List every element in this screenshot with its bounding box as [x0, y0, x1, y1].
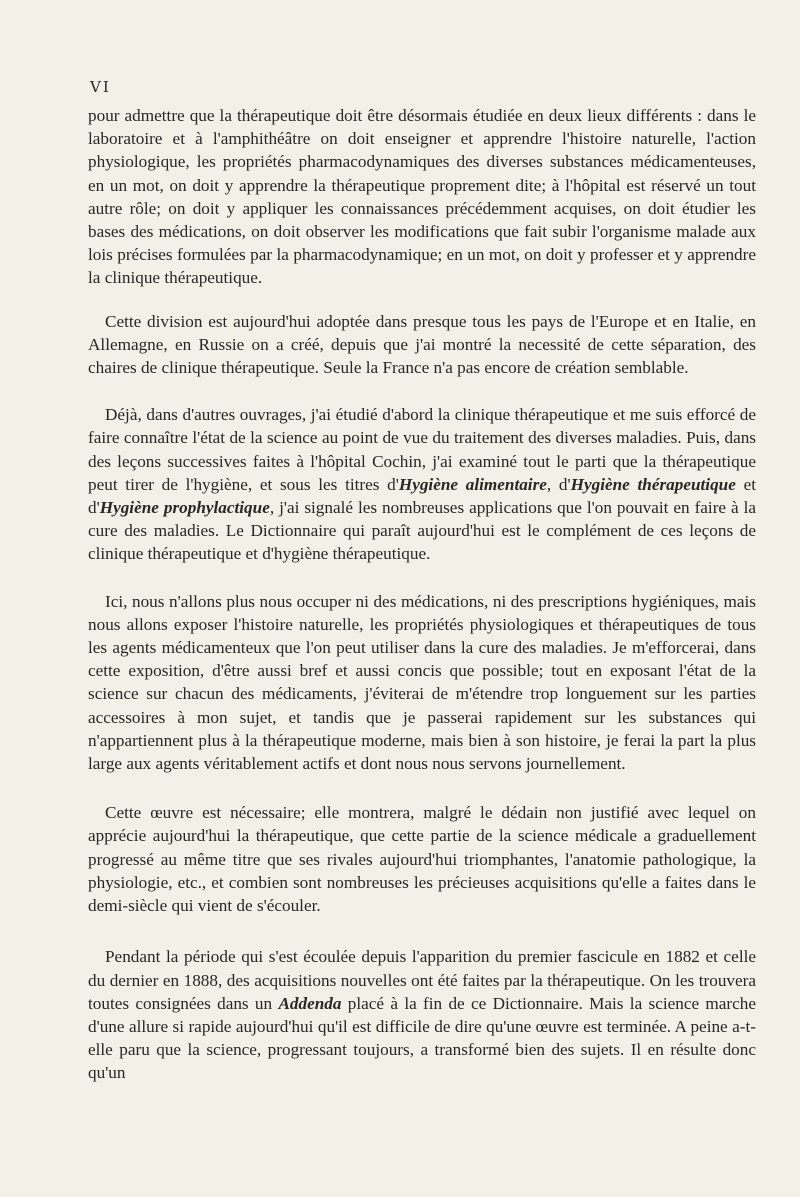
text-run: , j'ai signalé les nombreuses applications que l'on pouvait en faire à la cure des maladies. Le Dictionnaire qui paraît aujourd'hui est le complément de ces leçons de clinique thérapeutique et d'hygiène thérapeutique.	[88, 498, 757, 564]
paragraph-5	[88, 801, 756, 917]
paragraph-2	[88, 310, 756, 380]
text-run: et d'	[88, 474, 756, 518]
emphasized-title: Hygiène thérapeutique	[570, 474, 736, 494]
paragraph-4	[88, 590, 756, 776]
text-run: Cette division est aujourd'hui adoptée dans presque tous les pays de l'Europe et en Italie, en Allemagne, en Russie on a créé, depuis que j'ai montré la necessité de cette séparation, des chaires de clinique thérapeutique. Seule la France n'a pas encore de création semblable.	[88, 311, 756, 378]
text-run: Cette œuvre est nécessaire; elle montrera, malgré le dédain non justifié avec lequel on apprécie aujourd'hui la thérapeutique, que cette partie de la science médicale a graduellement progressé au même titre que ses rivales aujourd'hui triomphantes, l'anatomie pathologique, la physiologie, etc., et combien sont nombreuses les précieuses acquisitions qu'elle a faites dans le demi-siècle qui vient de s'écouler.	[88, 803, 756, 916]
text-run: placé à la fin de ce Dictionnaire. Mais la science marche d'une allure si rapide aujourd'hui qu'il est difficile de dire qu'une œuvre est terminée. A peine a-t-elle paru que la science, progressant toujours, a transformé bien des sujets. Il en résulte donc qu'un	[88, 993, 756, 1083]
emphasized-title: Hygiène alimentaire	[398, 474, 547, 494]
paragraph-1	[88, 104, 756, 290]
text-run: , d'	[546, 474, 571, 494]
text-run: Pendant la période qui s'est écoulée depuis l'apparition du premier fascicule en 1882 et celle du dernier en 1888, des acquisitions nouvelles ont été faites par la thérapeutique. On les trouvera toutes consignées dans un	[88, 947, 756, 1013]
emphasized-title: Hygiène prophylactique	[99, 498, 270, 518]
paragraph-3	[88, 403, 756, 565]
text-run: pour admettre que la thérapeutique doit être désormais étudiée en deux lieux différents : dans le laboratoire et à l'amphithéâtre on doit enseigner et apprendre l'histoire naturelle, l'action physiologique, les propriétés pharmacodynamiques des diverses substances médicamenteuses, en un mot, on doit y apprendre la thérapeutique proprement dite; à l'hôpital est réservé un tout autre rôle; on doit y appliquer les connaissances précédemment acquises, on doit étudier les bases des médications, on doit observer les modifications que fait subir l'organisme malade aux lois précises formulées par la pharmacodynamique; en un mot, on doit y professer et y apprendre la clinique thérapeutique.	[88, 106, 756, 288]
body-text	[88, 104, 756, 1107]
text-run: Ici, nous n'allons plus nous occuper ni des médications, ni des prescriptions hygiéniques, mais nous allons exposer l'histoire naturelle, les propriétés physiologiques et thérapeutiques de tous les agents médicamenteux que l'on peut utiliser dans la cure des maladies. Je m'efforcerai, dans cette exposition, d'être aussi bref et aussi concis que possible; tout en exposant l'état de la science sur chacun des médicaments, j'éviterai de m'étendre trop longuement sur les parties accessoires à mon sujet, et tandis que je passerai rapidement sur les substances qui n'appartiennent plus à la thérapeutique moderne, mais bien à son histoire, je ferai la part la plus large aux agents véritablement actifs et dont nous nous servons journellement.	[88, 591, 756, 774]
page-number: VI	[90, 78, 111, 96]
text-run: Déjà, dans d'autres ouvrages, j'ai étudié d'abord la clinique thérapeutique et me suis efforcé de faire connaître l'état de la science au point de vue du traitement des diverses maladies. Puis, dans des leçons successives faites à l'hôpital Cochin, j'ai examiné tout le parti que la thérapeutique peut tirer de l'hygiène, et sous les titres d'	[88, 405, 756, 494]
paragraph-6	[88, 945, 756, 1084]
emphasized-title: Addenda	[278, 993, 342, 1013]
